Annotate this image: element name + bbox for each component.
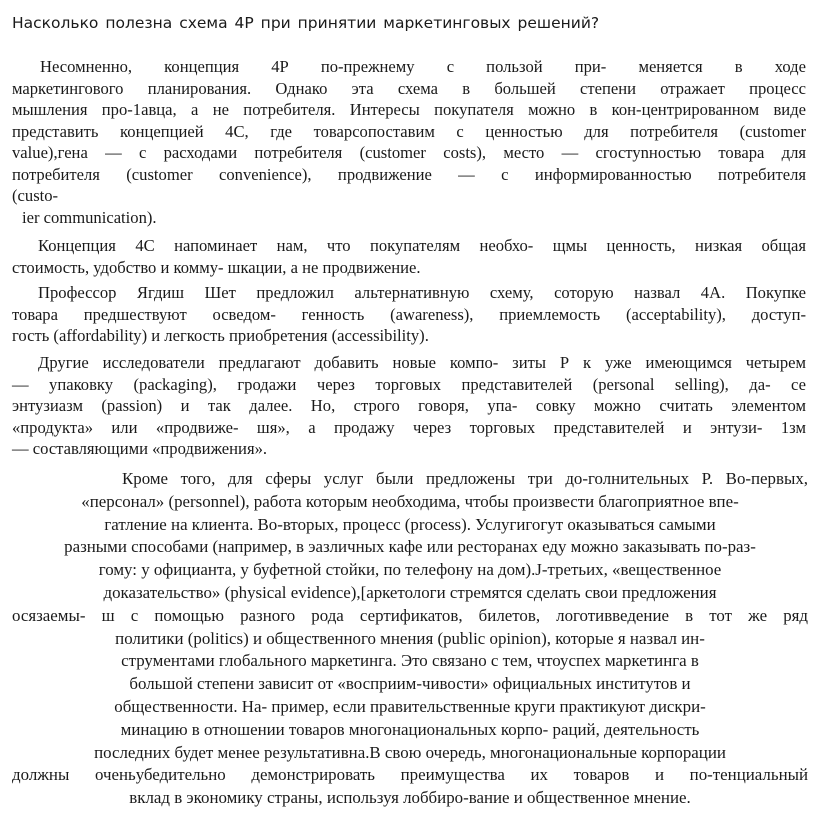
text-line: потребителя (customer convenience), продвижение — с информированностью потребителя <box>12 164 806 184</box>
text-line: последних будет менее результативна.В свою очередь, многонациональные корпорации <box>94 742 726 762</box>
text-line: большой степени зависит от «восприим-чивости» официальных институтов и <box>129 674 691 694</box>
text-line: «продукта» или «продвиже- шя», а продажу через торговых представителей и энтузи- 1зм <box>12 417 806 437</box>
paragraph-4c-intro <box>12 56 806 228</box>
text-line: струментами глобального маркетинга. Это связано с тем, чтоуспех маркетинга в <box>121 651 699 671</box>
text-line: представить концепцией 4С, где товарсопоставим с ценностью для потребителя (customer <box>12 121 806 141</box>
text-line: гому: у официанта, у буфетной стойки, по телефону на дом).J-третьих, «вещественное <box>98 560 722 580</box>
text-line: гатление на клиента. Во-вторых, процесс (process). Услугигогут оказываться самыми <box>104 514 716 534</box>
text-line: Профессор Ягдиш Шет предложил альтернативную схему, соторую назвал 4А. Покупке <box>38 283 806 302</box>
paragraph-extra-p <box>12 352 806 460</box>
paragraph-4c-summary <box>12 235 806 278</box>
text-line: вклад в экономику страны, используя лоббиро-вание и общественное мнение. <box>129 788 691 808</box>
text-line: политики (politics) и общественного мнения (public opinion), которые я назвал ин- <box>115 628 705 648</box>
text-line: value),гена — с расходами потребителя (customer costs), место — сгостуnностью товара для <box>12 143 806 162</box>
text-line: Другие исследователи предлагают добавить новые компо- зиты Р к уже имеющимся четырем <box>38 353 806 372</box>
text-line: ier communication). <box>22 207 157 227</box>
page-heading: Насколько полезна схема 4Р при принятии маркетинговых решений? <box>12 14 600 32</box>
text-line: разными способами (например, в эазличных кафе или ресторанах еду можно заказывать по-раз- <box>64 537 756 557</box>
paragraph-services <box>12 468 808 810</box>
text-line: энтузиазм (passion) и так далее. Но, строго говоря, упа- совку можно считать элементом <box>12 396 806 415</box>
text-line: доказательство» (physical evidence),[аркетологи стремятся сделать свои предложения <box>103 582 717 602</box>
text-line: должны оченьубедительно демонстрировать преимущества их товаров и по-тенциальный <box>12 765 808 785</box>
text-line: гость (affordability) и легкость приобретения (accessibility). <box>12 326 429 345</box>
paragraph-4a <box>12 282 806 347</box>
text-line: Кроме того, для сферы услуг были предложены три до-голнительных Р. Во-первых, <box>122 469 808 488</box>
text-line: (custo- <box>12 186 59 205</box>
text-line: минацию в отношении товаров многонациональных корпо- раций, деятельность <box>120 719 700 739</box>
text-line: мышления про-1авца, а не потребителя. Интересы покупателя можно в кон-центрированном виде <box>12 100 806 119</box>
text-line: — составляющими «продвижения». <box>12 439 268 458</box>
text-line: общественности. На- пример, если правительственные круги практикуют дискри- <box>114 696 706 716</box>
text-line: осязаемы- ш с помощью разного рода сертификатов, билетов, логотивведение в тот же ряд <box>12 605 808 625</box>
text-line: стоимость, удобство и комму- шкации, а не продвижение. <box>12 257 421 277</box>
text-line: товара предшествуют осведом- генность (awareness), приемлемость (acceptability), доступ- <box>12 304 806 324</box>
text-line: маркетингового планирования. Однако эта схема в большей степени отражает процесс <box>12 78 806 98</box>
text-line: Несомненно, концепция 4Р по-прежнему с пользой при- меняется в ходе <box>40 57 806 76</box>
text-line: «персонал» (personnel), работа которым необходима, чтобы произвести благоприятное впе- <box>81 491 739 511</box>
text-line: — упаковку (packaging), гродажи через торговых представителей (personal selling), да- се <box>12 374 806 394</box>
text-line: Концепция 4С напоминает нам, что покупателям необхо- щмы ценность, низкая общая <box>38 236 806 255</box>
